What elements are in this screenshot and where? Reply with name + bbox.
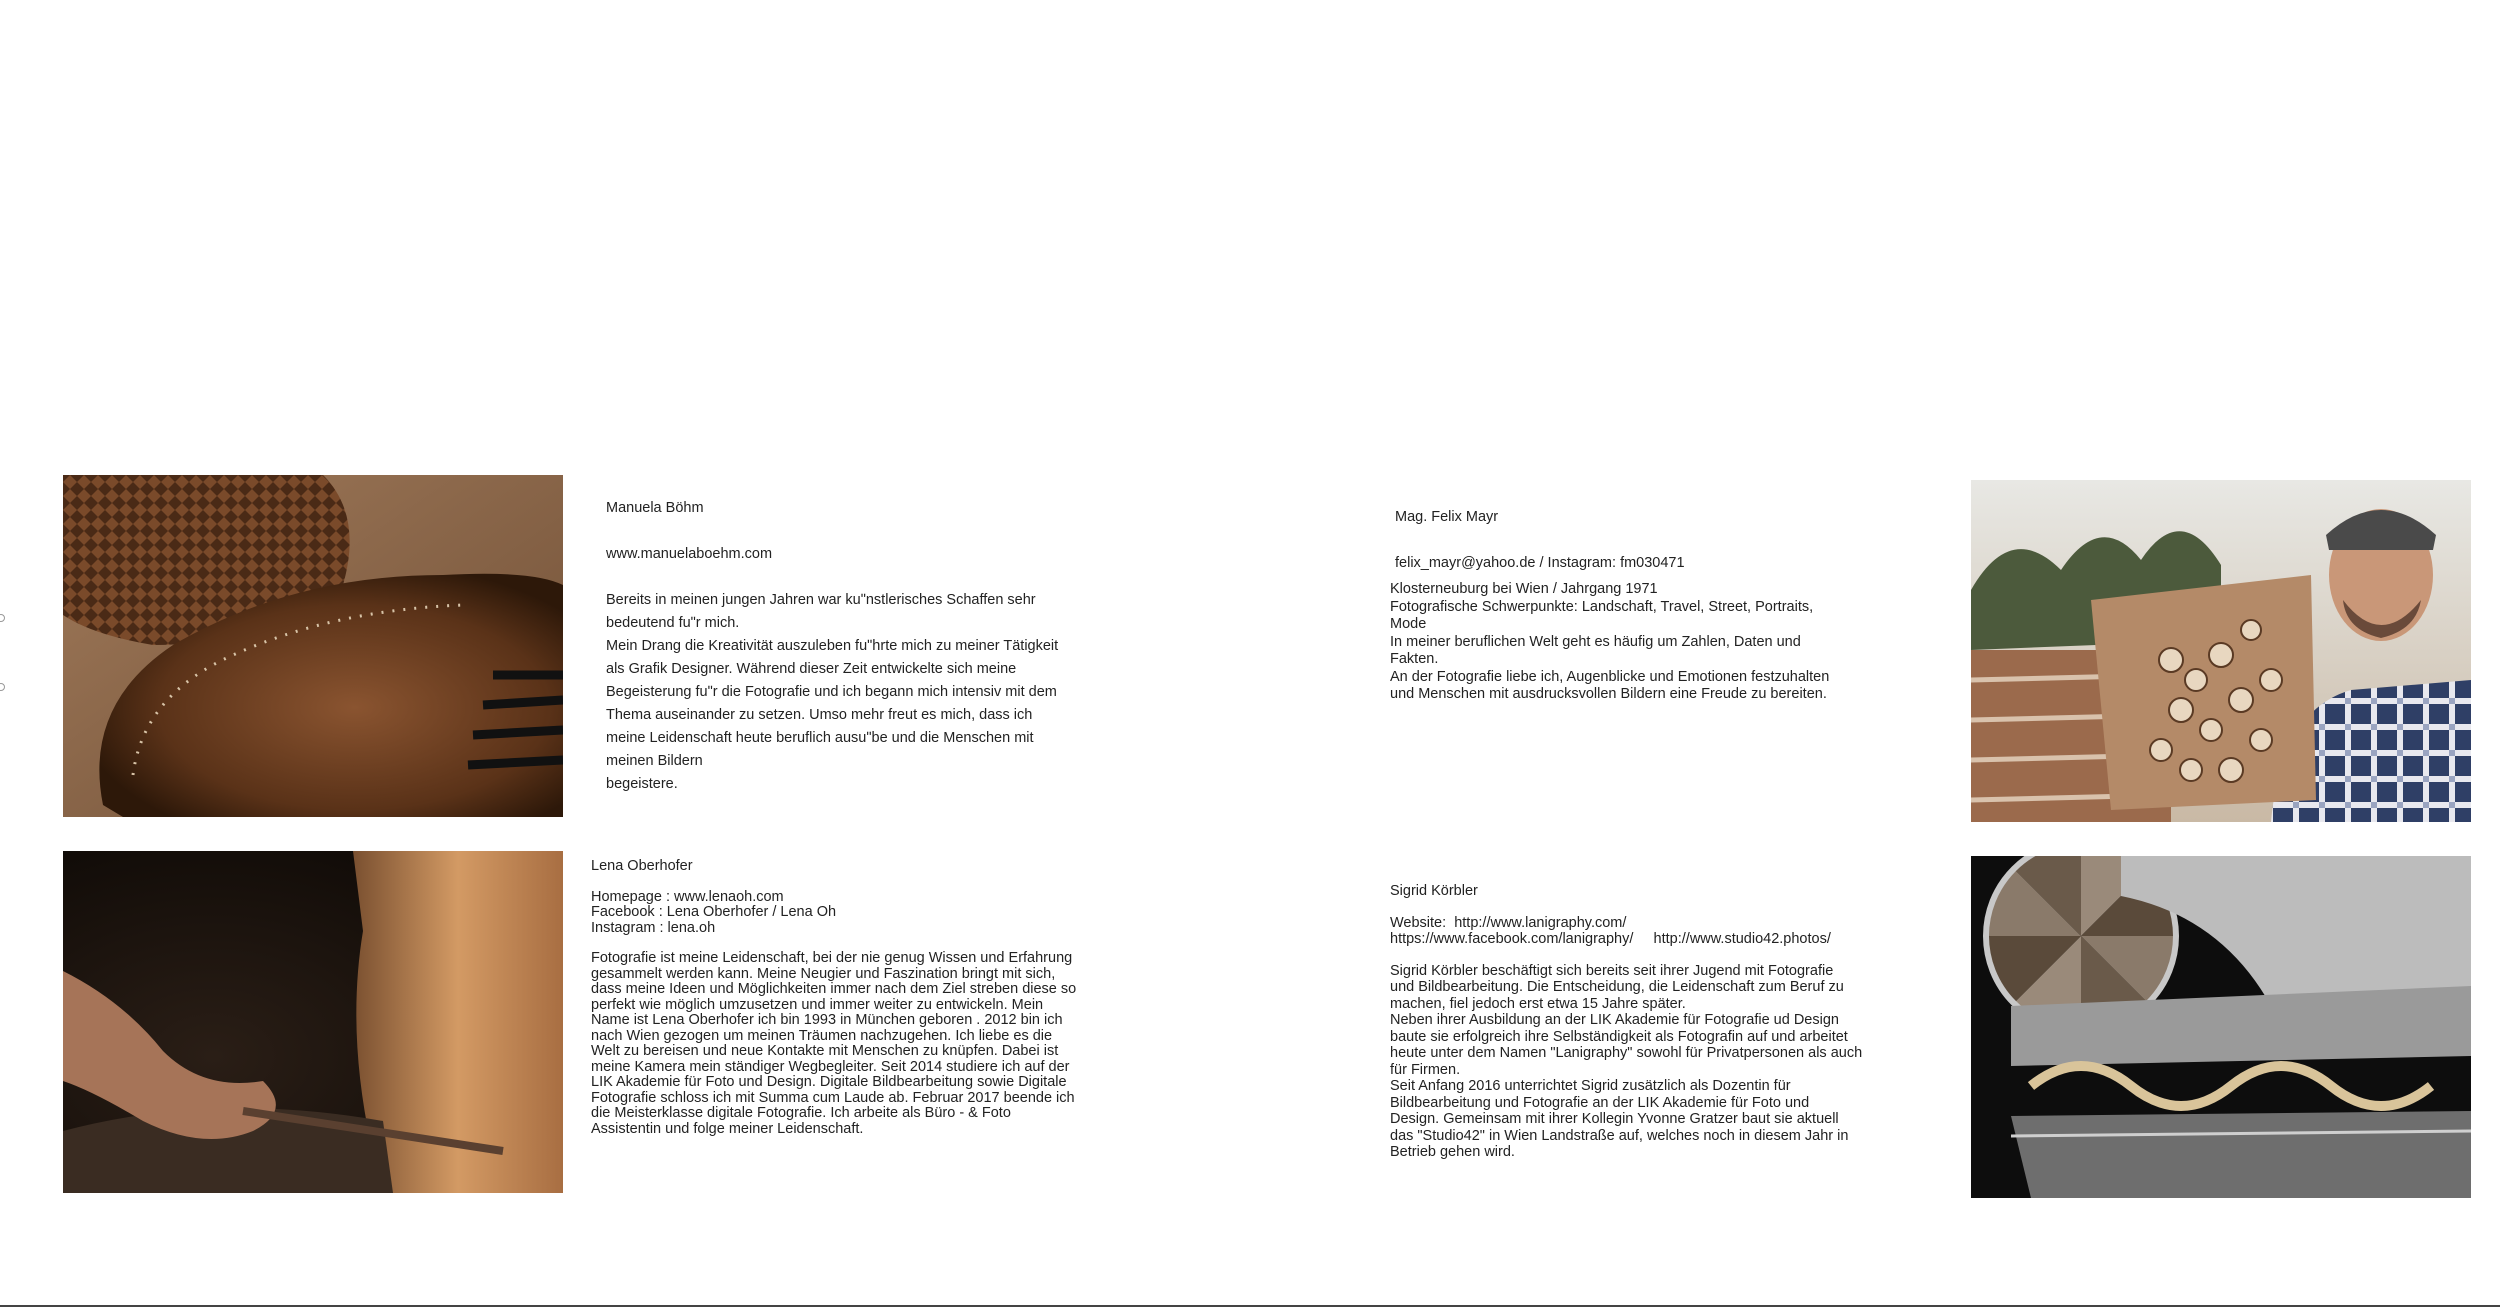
bio-line: meine Kamera mein ständiger Wegbegleiter. Seit 2014 studiere ich auf der bbox=[591, 1058, 1070, 1075]
bio-line: bedeutend fuʺr mich. bbox=[606, 615, 740, 631]
bio-line: Klosterneuburg bei Wien / Jahrgang 1971 bbox=[1390, 581, 1658, 597]
bio-line: dass meine Ideen und Möglichkeiten immer nach dem Ziel streben diese so bbox=[591, 981, 1077, 997]
bio-line: Betrieb gehen wird. bbox=[1390, 1144, 1515, 1160]
bio-line: perfekt wie möglich umzusetzen und immer weiter zu entwickeln. Mein bbox=[591, 996, 1044, 1013]
member-name: Lena Oberhofer bbox=[591, 858, 693, 874]
bio-line: Sigrid Körbler beschäftigt sich bereits seit ihrer Jugend mit Fotografie bbox=[1390, 962, 1834, 979]
bio-line: meinen Bildern bbox=[606, 753, 703, 769]
photo-hand-and-rock bbox=[63, 851, 563, 1193]
bio-line: LIK Akademie für Foto und Design. Digitale Bildbearbeitung sowie Digitale bbox=[591, 1074, 1067, 1090]
member-contact[interactable]: Homepage : www.lenaoh.com bbox=[591, 888, 784, 905]
bio-line: meine Leidenschaft heute beruflich ausuʺbe und die Menschen mit bbox=[606, 730, 1034, 746]
photo-abstract-staircase bbox=[1971, 856, 2471, 1198]
bio-line: heute unter dem Namen "Lanigraphy" sowohl für Privatpersonen als auch bbox=[1390, 1045, 1863, 1061]
photo-man-with-snails bbox=[1971, 480, 2471, 822]
bio-felix-mayr bbox=[1390, 506, 1950, 575]
member-contact[interactable]: felix_mayr@yahoo.de / Instagram: fm030471 bbox=[1395, 555, 1685, 571]
bio-line: Seit Anfang 2016 unterrichtet Sigrid zusätzlich als Dozentin für bbox=[1390, 1078, 1791, 1094]
bio-line: die Meisterklasse digitale Fotografie. Ich arbeite als Büro - & Foto bbox=[591, 1105, 1011, 1121]
bio-line: An der Fotografie liebe ich, Augenblicke und Emotionen festzuhalten bbox=[1390, 668, 1830, 685]
member-contact[interactable]: Facebook : Lena Oberhofer / Lena Oh bbox=[591, 904, 837, 920]
member-name: Manuela Böhm bbox=[606, 500, 704, 516]
photo-leather-shoes bbox=[63, 475, 563, 817]
bio-line: Design. Gemeinsam mit ihrer Kollegin Yvonne Gratzer baut sie aktuell bbox=[1390, 1111, 1839, 1127]
bio-line: Neben ihrer Ausbildung an der LIK Akademie für Fotografie ud Design bbox=[1390, 1012, 1839, 1028]
bio-line: als Grafik Designer. Während dieser Zeit entwickelte sich meine bbox=[606, 661, 1017, 677]
member-contact[interactable]: Website: http://www.lanigraphy.com/ bbox=[1390, 914, 1627, 931]
bio-line: baute sie erfolgreich ihre Selbständigkeit als Fotografin auf und arbeitet bbox=[1390, 1028, 1848, 1045]
bio-line: Fakten. bbox=[1390, 651, 1439, 667]
bio-line: begeistere. bbox=[606, 776, 678, 792]
bio-line: nach Wien gezogen um meinen Träumen nachzugehen. Ich liebe es die bbox=[591, 1027, 1053, 1044]
bio-line: und Menschen mit ausdrucksvollen Bildern eine Freude zu bereiten. bbox=[1390, 686, 1827, 702]
member-name: Sigrid Körbler bbox=[1390, 883, 1478, 899]
bio-line: das "Studio42" in Wien Landstraße auf, welches noch in diesem Jahr in bbox=[1390, 1127, 1849, 1144]
bio-manuela-boehm bbox=[606, 497, 1166, 796]
bio-felix-mayr-details bbox=[1390, 581, 1950, 704]
bio-line: Fotografie ist meine Leidenschaft, bei der nie genug Wissen und Erfahrung bbox=[591, 950, 1073, 966]
member-website[interactable]: www.manuelaboehm.com bbox=[606, 546, 773, 562]
bio-line: Begeisterung fuʺr die Fotografie und ich begann mich intensiv mit dem bbox=[606, 684, 1057, 700]
bio-line: machen, fiel jedoch erst etwa 15 Jahre später. bbox=[1390, 995, 1686, 1012]
bio-line: Assistentin und folge meiner Leidenschaft. bbox=[591, 1120, 864, 1137]
bio-line: Fotografische Schwerpunkte: Landschaft, Travel, Street, Portraits, bbox=[1390, 598, 1814, 615]
bio-line: Fotografie schloss ich mit Summa cum Laude ab. Februar 2017 beende ich bbox=[591, 1089, 1075, 1106]
bio-line: Bildbearbeitung und Fotografie an der LIK Akademie für Foto und bbox=[1390, 1094, 1810, 1111]
bio-line: gesammelt werden kann. Meine Neugier und Faszination bringt mit sich, bbox=[591, 965, 1056, 982]
member-name: Mag. Felix Mayr bbox=[1395, 509, 1499, 525]
bio-sigrid-koerbler bbox=[1390, 883, 1960, 1161]
scroll-marker-icon[interactable] bbox=[0, 614, 5, 622]
bio-line: Name ist Lena Oberhofer ich bin 1993 in München geboren . 2012 bin ich bbox=[591, 1012, 1063, 1028]
bio-lena-oberhofer bbox=[591, 859, 1191, 1137]
bio-line: Bereits in meinen jungen Jahren war kuʺnstlerisches Schaffen sehr bbox=[606, 592, 1036, 608]
bio-line: für Firmen. bbox=[1390, 1061, 1461, 1078]
bio-line: Mein Drang die Kreativität auszuleben fuʺhrte mich zu meiner Tätigkeit bbox=[606, 638, 1059, 654]
member-contact[interactable]: https://www.facebook.com/lanigraphy/ http://www.studio42.photos/ bbox=[1390, 931, 1831, 947]
bio-line: Mode bbox=[1390, 616, 1427, 632]
scroll-marker-icon[interactable] bbox=[0, 683, 5, 691]
member-contact[interactable]: Instagram : lena.oh bbox=[591, 919, 716, 936]
bio-line: und Bildbearbeitung. Die Entscheidung, die Leidenschaft zum Beruf zu bbox=[1390, 979, 1844, 995]
bio-line: In meiner beruflichen Welt geht es häufig um Zahlen, Daten und bbox=[1390, 633, 1801, 650]
bio-line: Welt zu bereisen und neue Kontakte mit Menschen zu knüpfen. Dabei ist bbox=[591, 1043, 1059, 1059]
bio-line: Thema auseinander zu setzen. Umso mehr freut es mich, dass ich bbox=[606, 707, 1033, 723]
